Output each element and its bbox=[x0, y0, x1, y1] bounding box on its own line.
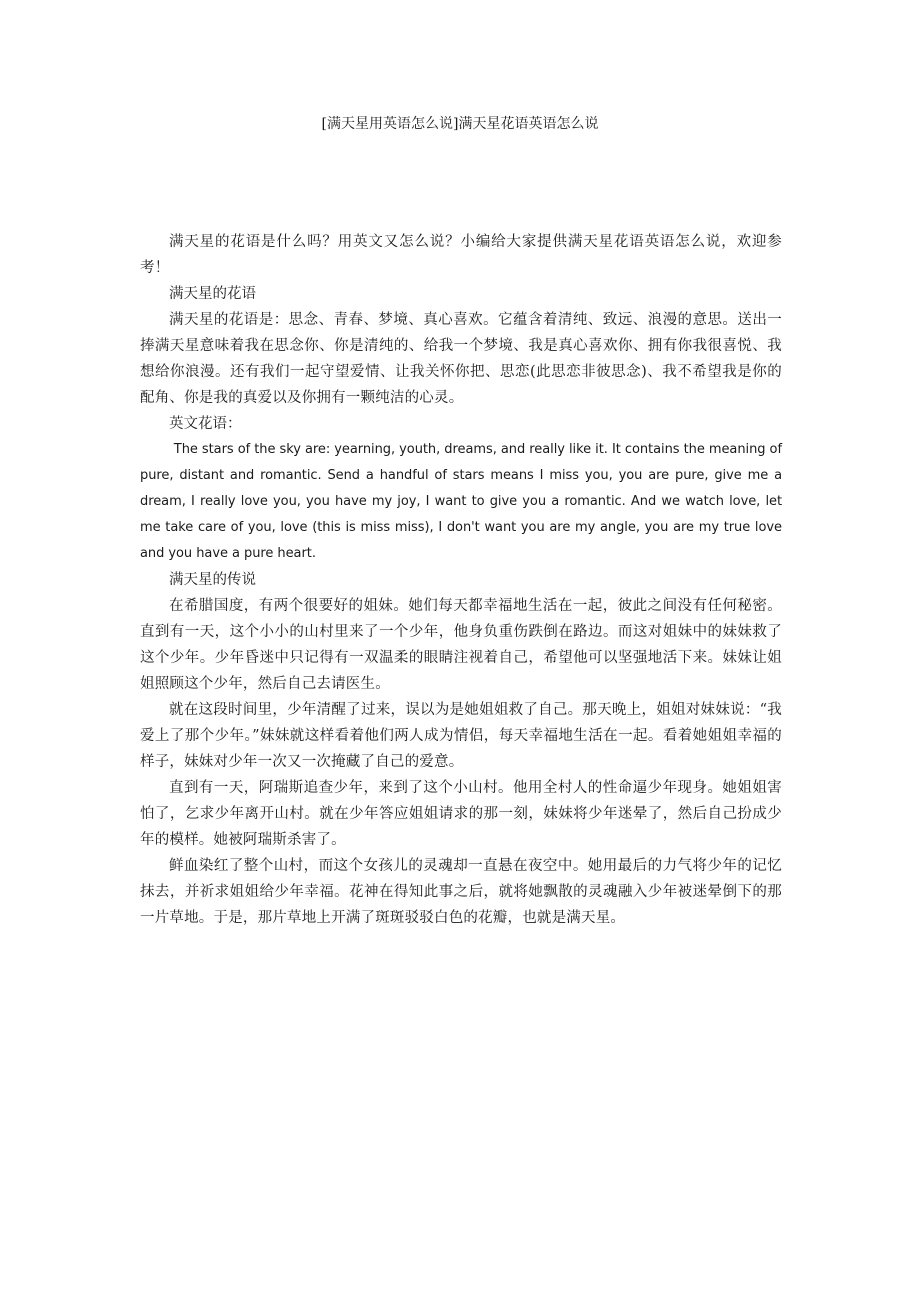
section-heading-english: 英文花语： bbox=[169, 416, 242, 432]
legend-paragraph: 直到有一天，阿瑞斯追查少年，来到了这个小山村。他用全村人的性命逼少年现身。她姐姐害怕了，乞求少年离开山村。就在少年答应姐姐请求的那一刻，妹妹将少年迷晕了，然后自己扮成少年的模样。她被阿瑞斯杀害了。 bbox=[140, 780, 782, 848]
document-body bbox=[140, 229, 782, 931]
intro-paragraph: 满天星的花语是什么吗？用英文又怎么说？小编给大家提供满天星花语英语怎么说，欢迎参考！ bbox=[140, 234, 782, 276]
english-paragraph: The stars of the sky are: yearning, youth, dreams, and really like it. It contains the meaning of pure, distant and romantic. Send a handful of stars means I miss you, you are pure, give me a dream, I really love you, you have my joy, I want to give you a romantic. And we watch love, let me take care of you, love (this is miss miss), I don't want you are my angle, you are my true love and you have a pure heart. bbox=[140, 442, 782, 561]
section-heading-legend: 满天星的传说 bbox=[169, 572, 256, 588]
document-title: [满天星用英语怎么说]满天星花语英语怎么说 bbox=[321, 116, 599, 132]
section-heading-flower-language: 满天星的花语 bbox=[169, 286, 256, 302]
flower-language-paragraph: 满天星的花语是：思念、青春、梦境、真心喜欢。它蕴含着清纯、致远、浪漫的意思。送出一捧满天星意味着我在思念你、你是清纯的、给我一个梦境、我是真心喜欢你、拥有你我很喜悦、我想给你浪漫。还有我们一起守望爱情、让我关怀你把、思恋(此思恋非彼思念)、我不希望我是你的配角、你是我的真爱以及你拥有一颗纯洁的心灵。 bbox=[140, 312, 782, 406]
legend-paragraph: 就在这段时间里，少年清醒了过来，误以为是她姐姐救了自己。那天晚上，姐姐对妹妹说：“我爱上了那个少年。”妹妹就这样看着他们两人成为情侣，每天幸福地生活在一起。看着她姐姐幸福的样子，妹妹对少年一次又一次掩藏了自己的爱意。 bbox=[140, 702, 782, 770]
legend-paragraph: 在希腊国度，有两个很要好的姐妹。她们每天都幸福地生活在一起，彼此之间没有任何秘密。直到有一天，这个小小的山村里来了一个少年，他身负重伤跌倒在路边。而这对姐妹中的妹妹救了这个少年。少年昏迷中只记得有一双温柔的眼睛注视着自己，希望他可以坚强地活下来。妹妹让姐姐照顾这个少年，然后自己去请医生。 bbox=[140, 598, 782, 692]
legend-paragraph: 鲜血染红了整个山村，而这个女孩儿的灵魂却一直悬在夜空中。她用最后的力气将少年的记忆抹去，并祈求姐姐给少年幸福。花神在得知此事之后，就将她飘散的灵魂融入少年被迷晕倒下的那一片草地。于是，那片草地上开满了斑斑驳驳白色的花瓣，也就是满天星。 bbox=[140, 858, 782, 926]
